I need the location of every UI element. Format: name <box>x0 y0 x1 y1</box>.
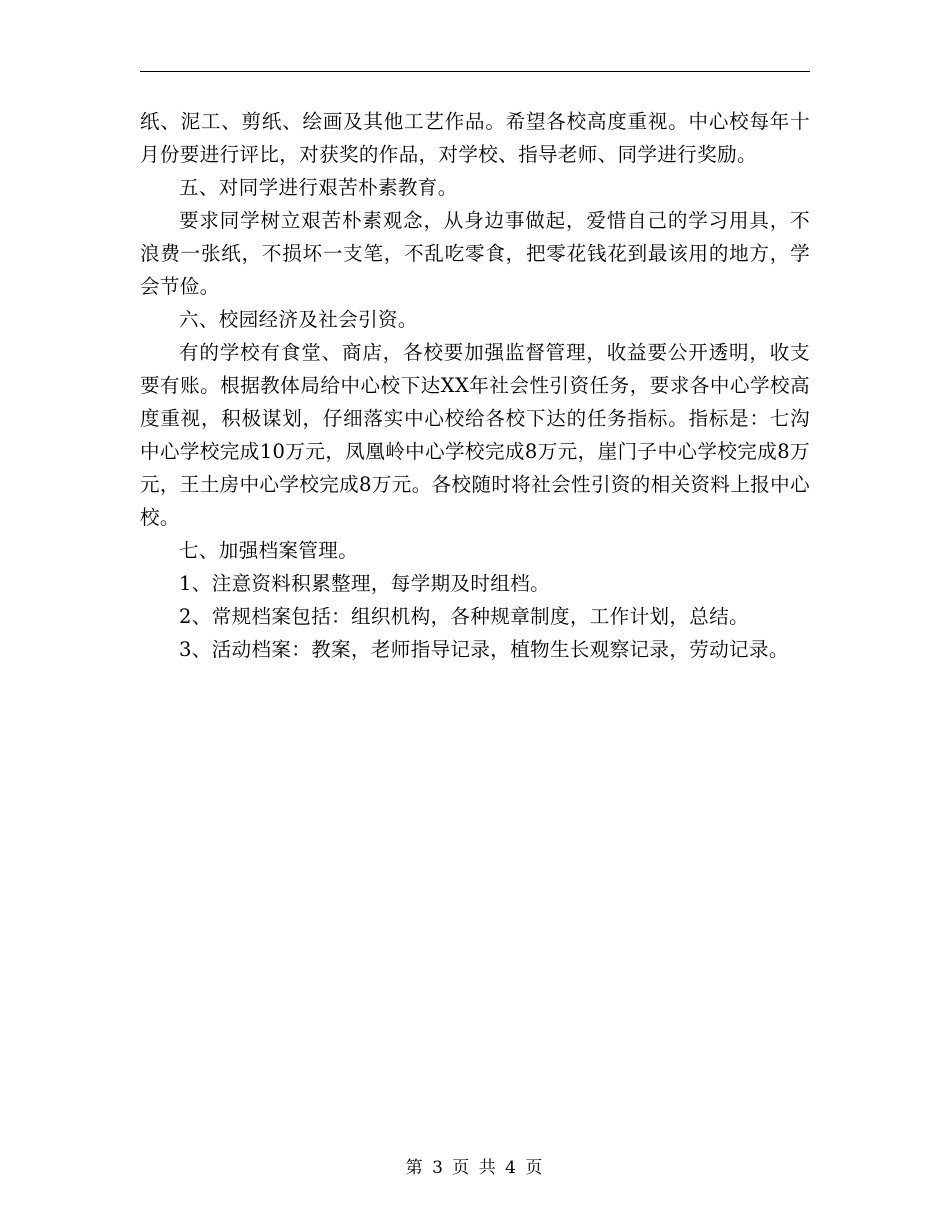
document-body <box>140 105 810 666</box>
header-rule <box>140 71 810 72</box>
section-heading-7: 七、加强档案管理。 <box>179 539 359 562</box>
section-heading-5: 五、对同学进行艰苦朴素教育。 <box>179 176 458 199</box>
paragraph-3: 有的学校有食堂、商店，各校要加强监督管理，收益要公开透明，收支要有账。根据教体局给中心校下达XX年社会性引资任务，要求各中心学校高度重视，积极谋划，仔细落实中心校给各校下达的任务指标。指标是：七沟中心学校完成10万元，凤凰岭中心学校完成8万元，崖门子中心学校完成8万元，王土房中心学校完成8万元。各校随时将社会性引资的相关资料上报中心校。 <box>140 341 810 529</box>
section-heading-6: 六、校园经济及社会引资。 <box>179 308 418 331</box>
list-item-1: 1、注意资料积累整理，每学期及时组档。 <box>179 572 551 595</box>
paragraph-1: 纸、泥工、剪纸、绘画及其他工艺作品。希望各校高度重视。中心校每年十月份要进行评比，对获奖的作品，对学校、指导老师、同学进行奖励。 <box>140 110 810 166</box>
list-item-3: 3、活动档案：教案，老师指导记录，植物生长观察记录，劳动记录。 <box>179 638 789 661</box>
page-number-footer: 第 3 页 共 4 页 <box>405 1158 545 1178</box>
paragraph-2: 要求同学树立艰苦朴素观念，从身边事做起，爱惜自己的学习用具，不浪费一张纸，不损坏一支笔，不乱吃零食，把零花钱花到最该用的地方，学会节俭。 <box>140 209 810 298</box>
list-item-2: 2、常规档案包括：组织机构，各种规章制度，工作计划，总结。 <box>179 605 750 628</box>
